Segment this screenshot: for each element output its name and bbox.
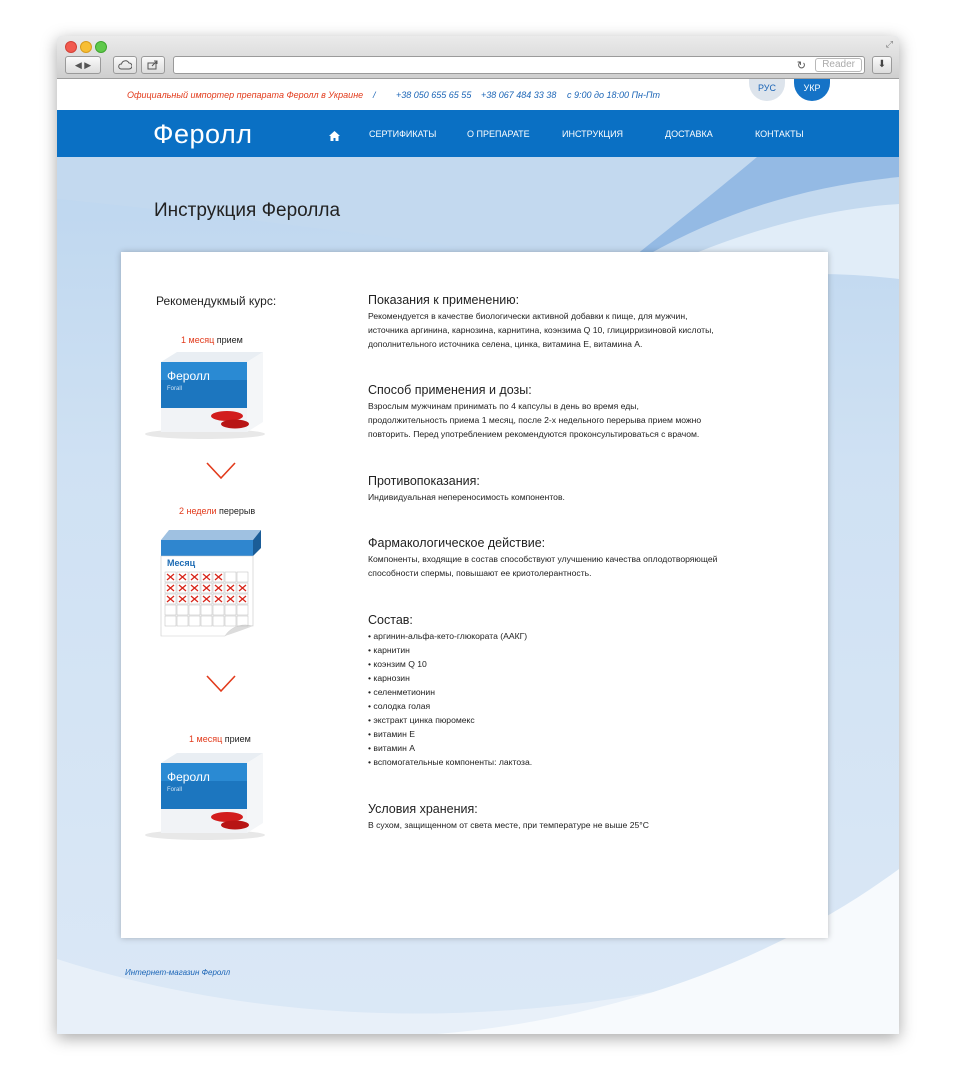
step-2-duration: 2 недели bbox=[179, 506, 217, 516]
list-item: • карнитин bbox=[368, 645, 410, 655]
reload-icon[interactable]: ↻ bbox=[796, 60, 806, 72]
dosage-text bbox=[368, 399, 788, 441]
composition-heading: Состав: bbox=[368, 613, 413, 627]
chevron-down-icon bbox=[206, 675, 236, 693]
step-3-duration: 1 месяц bbox=[189, 734, 223, 744]
composition-list bbox=[368, 629, 532, 769]
course-step-1 bbox=[181, 335, 243, 345]
page-viewport bbox=[57, 79, 899, 1034]
box-subtitle: Forall bbox=[167, 787, 183, 793]
product-box-image bbox=[135, 350, 275, 445]
address-bar[interactable] bbox=[173, 56, 865, 74]
list-item: • коэнзим Q 10 bbox=[368, 659, 427, 669]
share-icon bbox=[147, 60, 159, 70]
step-3-label: прием bbox=[222, 734, 251, 744]
course-step-3 bbox=[189, 734, 251, 744]
cloud-icon bbox=[118, 60, 132, 70]
text-line: источника аргинина, карнозина, карнитина, коэнзима Q 10, глицирризиновой кислоты, bbox=[368, 325, 714, 335]
list-item: • витамин А bbox=[368, 743, 415, 753]
site-logo[interactable]: Феролл bbox=[153, 119, 253, 149]
fullscreen-icon[interactable]: ⤢ bbox=[885, 39, 893, 49]
minimize-window-button[interactable] bbox=[80, 41, 92, 53]
main-nav bbox=[57, 110, 899, 157]
text-line: продолжительность приема 1 месяц, после 2-х недельного перерыва прием можно bbox=[368, 415, 702, 425]
contraindications-text bbox=[368, 490, 788, 504]
text-line: повторить. Перед употреблением рекомендуются проконсультироваться с врачом. bbox=[368, 429, 700, 439]
storage-heading: Условия хранения: bbox=[368, 802, 478, 816]
phone-1[interactable]: +38 050 655 65 55 bbox=[396, 90, 472, 100]
nav-certificates[interactable]: СЕРТИФИКАТЫ bbox=[369, 129, 437, 139]
icloud-tabs-button[interactable] bbox=[113, 56, 137, 74]
back-forward-button[interactable]: ◀ ▶ bbox=[65, 56, 101, 74]
nav-instruction[interactable]: ИНСТРУКЦИЯ bbox=[562, 129, 624, 139]
text-line: Рекомендуется в качестве биологически активной добавки к пище, для мужчин, bbox=[368, 311, 688, 321]
instruction-card bbox=[121, 252, 828, 938]
top-info-bar bbox=[57, 79, 899, 110]
text-line: Индивидуальная непереносимость компонентов. bbox=[368, 492, 565, 502]
text-line: В сухом, защищенном от света месте, при температуре не выше 25°C bbox=[368, 820, 649, 830]
step-1-duration: 1 месяц bbox=[181, 335, 215, 345]
lang-ru-button[interactable]: РУС bbox=[749, 79, 785, 101]
text-line: дополнительного источника селена, цинка, витамина Е, витамина А. bbox=[368, 339, 643, 349]
lang-ua-button[interactable]: УКР bbox=[794, 79, 830, 101]
text-line: способности спермы, повышают ее криотолерантность. bbox=[368, 568, 592, 578]
product-box-image bbox=[135, 751, 275, 846]
page-title: Инструкция Феролла bbox=[154, 200, 341, 221]
list-item: • солодка голая bbox=[368, 701, 431, 711]
list-item: • витамин Е bbox=[368, 729, 415, 739]
box-subtitle: Forall bbox=[167, 386, 183, 392]
home-icon[interactable] bbox=[329, 131, 340, 141]
calendar-image bbox=[155, 526, 265, 644]
reader-button[interactable]: Reader bbox=[815, 58, 862, 72]
share-button[interactable] bbox=[141, 56, 165, 74]
downloads-button[interactable]: ⬇ bbox=[872, 56, 892, 74]
box-brand: Феролл bbox=[167, 770, 210, 784]
list-item: • вспомогательные компоненты: лактоза. bbox=[368, 757, 533, 767]
text-line: Компоненты, входящие в состав способствуют улучшению качества оплодотворяющей bbox=[368, 554, 718, 564]
course-title: Рекомендукмый курс: bbox=[156, 294, 277, 308]
separator: / bbox=[373, 90, 376, 100]
course-step-2 bbox=[179, 506, 255, 516]
calendar-title: Месяц bbox=[167, 558, 196, 568]
indications-text bbox=[368, 309, 788, 351]
step-2-label: перерыв bbox=[216, 506, 256, 516]
list-item: • аргинин-альфа-кето-глюкората (ААКГ) bbox=[368, 631, 528, 641]
pharmacology-heading: Фармакологическое действие: bbox=[368, 536, 546, 550]
text-line: Взрослым мужчинам принимать по 4 капсулы в день во время еды, bbox=[368, 401, 639, 411]
chevron-down-icon bbox=[206, 462, 236, 480]
list-item: • карнозин bbox=[368, 673, 410, 683]
step-1-label: прием bbox=[214, 335, 243, 345]
close-window-button[interactable] bbox=[65, 41, 77, 53]
indications-heading: Показания к применению: bbox=[368, 293, 520, 307]
list-item: • селенметионин bbox=[368, 687, 435, 697]
contraindications-heading: Противопоказания: bbox=[368, 474, 480, 488]
working-hours: с 9:00 до 18:00 Пн-Пт bbox=[567, 90, 661, 100]
nav-about[interactable]: О ПРЕПАРАТЕ bbox=[467, 129, 530, 139]
box-brand: Феролл bbox=[167, 369, 210, 383]
zoom-window-button[interactable] bbox=[95, 41, 107, 53]
pharmacology-text bbox=[368, 552, 788, 580]
footer-link[interactable]: Интернет-магазин Феролл bbox=[125, 968, 231, 977]
phone-2[interactable]: +38 067 484 33 38 bbox=[481, 90, 557, 100]
browser-toolbar bbox=[57, 36, 899, 79]
dosage-heading: Способ применения и дозы: bbox=[368, 383, 532, 397]
nav-contacts[interactable]: КОНТАКТЫ bbox=[755, 129, 804, 139]
importer-text: Официальный импортер препарата Феролл в Украине bbox=[127, 90, 364, 100]
browser-window bbox=[57, 36, 899, 1034]
storage-text bbox=[368, 818, 788, 832]
nav-delivery[interactable]: ДОСТАВКА bbox=[665, 129, 713, 139]
list-item: • экстракт цинка пюромекс bbox=[368, 715, 475, 725]
